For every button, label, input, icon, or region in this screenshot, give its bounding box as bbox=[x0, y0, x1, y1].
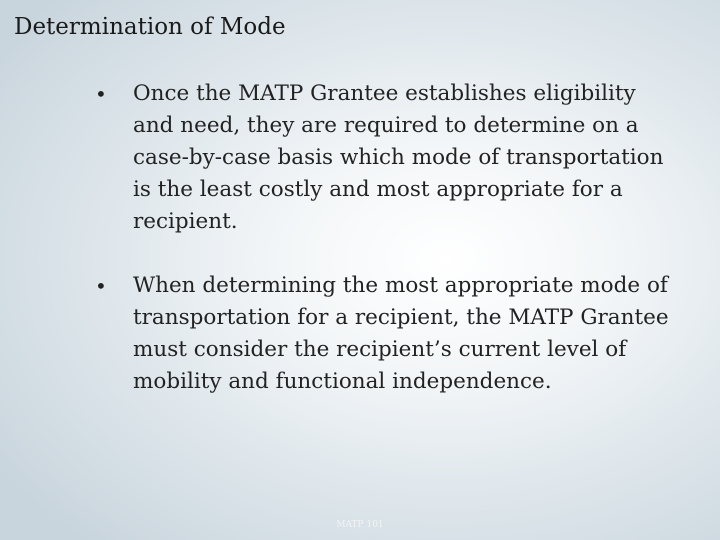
bullet-text: When determining the most appropriate mode of transportation for a recipient, the MATP Grantee must consider the recipient’s current level of mobility and functional independence. bbox=[133, 273, 669, 394]
bullet-list bbox=[95, 78, 675, 430]
bullet-text: Once the MATP Grantee establishes eligibility and need, they are required to determine on a case-by-case basis which mode of transportation is the least costly and most appropriate for a recipient. bbox=[133, 81, 664, 234]
bullet-item bbox=[95, 78, 675, 238]
slide-title: Determination of Mode bbox=[14, 14, 286, 40]
bullet-marker: • bbox=[95, 274, 107, 298]
slide-footer: MATP 101 bbox=[336, 520, 384, 530]
bullet-item bbox=[95, 270, 675, 398]
bullet-marker: • bbox=[95, 82, 107, 106]
